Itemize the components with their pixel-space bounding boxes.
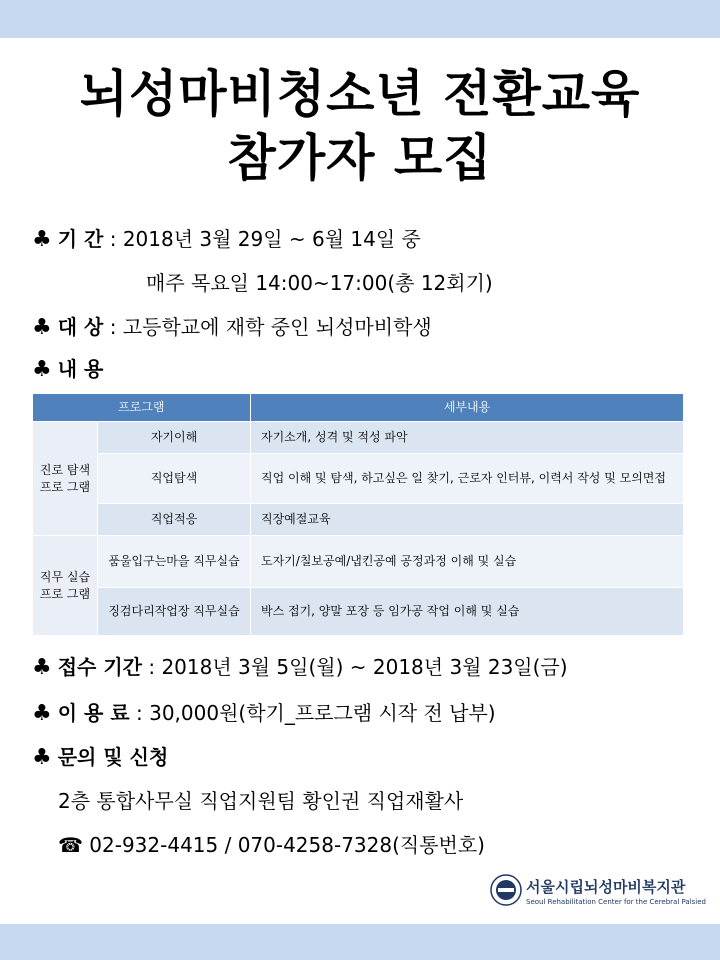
club-icon: ♣ bbox=[32, 357, 52, 382]
content-label: 내 용 bbox=[57, 357, 104, 381]
contact-text: 2층 통합사무실 직업지원팀 황인권 직업재활사 bbox=[58, 789, 464, 813]
group-cell: 진로 탐색 프로 그램 bbox=[33, 422, 98, 536]
org-name-ko: 서울시립뇌성마비복지관 bbox=[526, 878, 686, 896]
content-row bbox=[32, 356, 103, 383]
detail-cell: 도자기/칠보공예/냅킨공예 공정과정 이해 및 실습 bbox=[251, 536, 684, 588]
contact-row bbox=[58, 788, 463, 814]
table-row bbox=[33, 504, 684, 536]
period-value-2: 매주 목요일 14:00~17:00(총 12회기) bbox=[146, 271, 493, 295]
receipt-row bbox=[32, 654, 568, 681]
program-cell: 자기이해 bbox=[98, 422, 251, 454]
header-detail: 세부내용 bbox=[251, 394, 684, 422]
program-cell: 징검다리작업장 직무실습 bbox=[98, 588, 251, 636]
target-value: 고등학교에 재학 중인 뇌성마비학생 bbox=[122, 315, 432, 339]
receipt-label: 접수 기간 bbox=[57, 655, 142, 679]
poster-title-line2: 참가자 모집 bbox=[227, 129, 493, 187]
period-sep: : bbox=[109, 227, 117, 251]
org-emblem-icon bbox=[490, 874, 522, 906]
club-icon: ♣ bbox=[32, 701, 52, 726]
header-program: 프로그램 bbox=[33, 394, 251, 422]
detail-cell: 직장예절교육 bbox=[251, 504, 684, 536]
target-sep: : bbox=[109, 315, 117, 339]
period-value: 2018년 3월 29일 ~ 6월 14일 중 bbox=[122, 227, 421, 251]
table-row bbox=[33, 422, 684, 454]
club-icon: ♣ bbox=[32, 227, 52, 252]
poster-sheet bbox=[0, 38, 720, 924]
inquiry-label: 문의 및 신청 bbox=[57, 745, 169, 769]
period-row bbox=[32, 226, 421, 253]
phone-text: 02-932-4415 / 070-4258-7328(직통번호) bbox=[89, 833, 485, 857]
detail-cell: 자기소개, 성격 및 적성 파악 bbox=[251, 422, 684, 454]
club-icon: ♣ bbox=[32, 745, 52, 770]
program-table bbox=[32, 394, 684, 636]
period-label: 기 간 bbox=[57, 227, 104, 251]
club-icon: ♣ bbox=[32, 315, 52, 340]
inquiry-row bbox=[32, 744, 168, 771]
table-row bbox=[33, 454, 684, 504]
detail-cell: 박스 접기, 양말 포장 등 임가공 작업 이해 및 실습 bbox=[251, 588, 684, 636]
fee-row bbox=[32, 700, 496, 727]
group-cell: 직무 실습 프로 그램 bbox=[33, 536, 98, 636]
club-icon: ♣ bbox=[32, 655, 52, 680]
program-cell: 직업적응 bbox=[98, 504, 251, 536]
table-header-row bbox=[33, 394, 684, 422]
receipt-value: 2018년 3월 5일(월) ~ 2018년 3월 23일(금) bbox=[161, 655, 568, 679]
org-name-en: Seoul Rehabilitation Center for the Cerebral Palsied bbox=[526, 898, 707, 906]
org-logo bbox=[490, 874, 710, 914]
program-cell: 품울입구는마을 직무실습 bbox=[98, 536, 251, 588]
program-cell: 직업탐색 bbox=[98, 454, 251, 504]
receipt-sep: : bbox=[148, 655, 156, 679]
fee-sep: : bbox=[135, 701, 143, 725]
phone-row bbox=[58, 832, 485, 858]
period-row-2 bbox=[146, 270, 493, 296]
target-row bbox=[32, 314, 432, 341]
poster-title-line1: 뇌성마비청소년 전환교육 bbox=[79, 65, 641, 123]
target-label: 대 상 bbox=[57, 315, 104, 339]
fee-label: 이 용 료 bbox=[57, 701, 130, 725]
table-row bbox=[33, 588, 684, 636]
phone-icon: ☎ bbox=[58, 833, 83, 857]
fee-value: 30,000원(학기_프로그램 시작 전 납부) bbox=[149, 701, 496, 725]
detail-cell: 직업 이해 및 탐색, 하고싶은 일 찾기, 근로자 인터뷰, 이력서 작성 및 모의면접 bbox=[251, 454, 684, 504]
table-row bbox=[33, 536, 684, 588]
